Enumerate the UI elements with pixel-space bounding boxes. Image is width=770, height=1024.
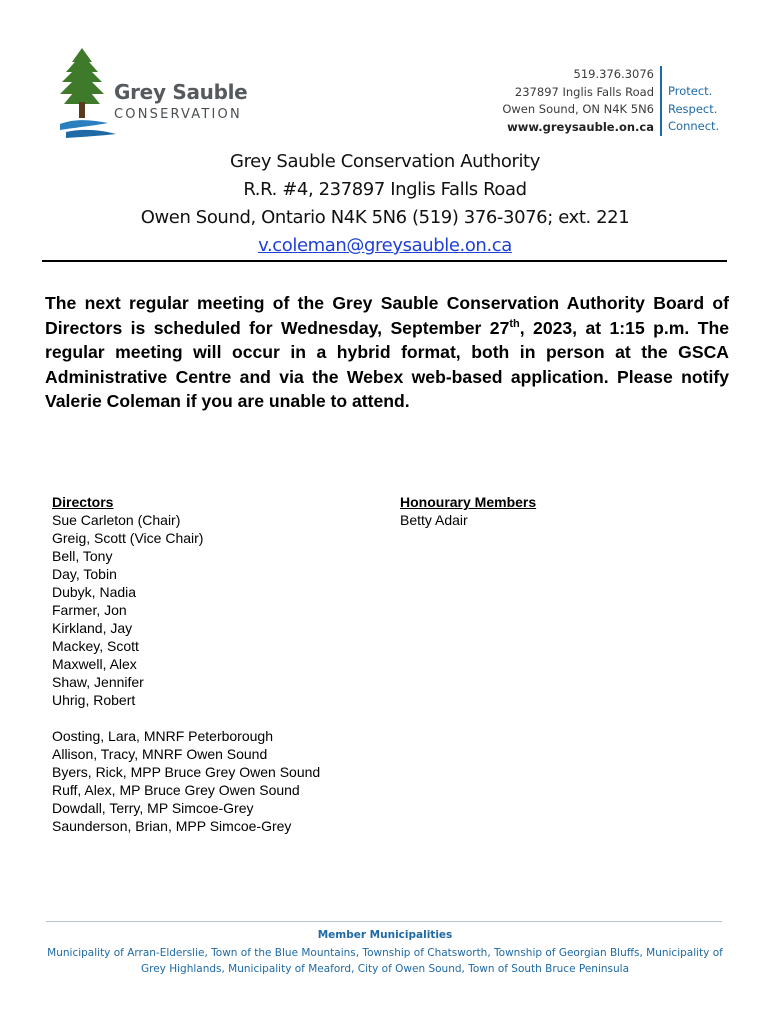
director-name: Maxwell, Alex [52, 656, 137, 672]
tagline-connect: Connect. [668, 119, 720, 133]
honourary-heading: Honourary Members [400, 494, 537, 510]
distribution-name: Dowdall, Terry, MP Simcoe-Grey [52, 800, 254, 816]
director-name: Sue Carleton (Chair) [52, 512, 181, 528]
director-name: Uhrig, Robert [52, 692, 136, 708]
logo-subtitle: CONSERVATION [114, 107, 242, 122]
list-gap [52, 709, 320, 727]
director-name: Dubyk, Nadia [52, 584, 137, 600]
honourary-members-list [400, 493, 536, 529]
address-line-3: Owen Sound, Ontario N4K 5N6 (519) 376-3076; ext. 221 [140, 207, 630, 228]
website-link[interactable]: www.greysauble.on.ca [507, 119, 654, 134]
director-name: Bell, Tony [52, 548, 113, 564]
contact-divider [660, 66, 662, 136]
organization-logo [58, 44, 258, 144]
distribution-name: Allison, Tracy, MNRF Owen Sound [52, 746, 268, 762]
phone-number: 519.376.3076 [573, 67, 654, 81]
footer-municipalities: Municipality of Arran-Elderslie, Town of the Blue Mountains, Township of Chatsworth, Township of Georgian Bluffs, Municipality of Grey Highlands, Municipality of Meaford, City of Owen Sound, Town of South Bruce Peninsula [47, 947, 723, 975]
letterhead-address [40, 148, 730, 260]
authority-name: Grey Sauble Conservation Authority [230, 151, 540, 172]
notice-superscript: th [509, 317, 520, 330]
email-link[interactable]: v.coleman@greysauble.on.ca [258, 235, 512, 256]
director-name: Kirkland, Jay [52, 620, 133, 636]
city-address: Owen Sound, ON N4K 5N6 [502, 102, 654, 116]
tagline-protect: Protect. [668, 84, 713, 98]
notice-text-start: The next regular meeting of the Grey Sauble Conservation Authority Board of Directors is scheduled for Wednesday, September 27 [45, 293, 729, 338]
directors-list [52, 493, 320, 835]
honourary-member-name: Betty Adair [400, 512, 468, 528]
tagline [668, 83, 719, 136]
logo-name: Grey Sauble [114, 80, 248, 104]
header-rule [42, 260, 727, 262]
director-name: Day, Tobin [52, 566, 117, 582]
tree-logo-icon [58, 44, 118, 144]
distribution-name: Saunderson, Brian, MPP Simcoe-Grey [52, 818, 292, 834]
distribution-name: Oosting, Lara, MNRF Peterborough [52, 728, 273, 744]
director-name: Greig, Scott (Vice Chair) [52, 530, 204, 546]
tagline-respect: Respect. [668, 101, 718, 116]
street-address: 237897 Inglis Falls Road [514, 84, 654, 99]
notice-text-end: , 2023, at 1:15 p.m. The regular meeting will occur in a hybrid format, both in person at the GSCA Administrative Centre and via the Webex web-based application. Please notify Valerie Coleman if you are unable to attend. [45, 317, 729, 411]
director-name: Mackey, Scott [52, 638, 139, 654]
distribution-name: Byers, Rick, MPP Bruce Grey Owen Sound [52, 764, 321, 780]
footer-rule [46, 921, 722, 922]
contact-block [502, 66, 654, 136]
address-line-2: R.R. #4, 237897 Inglis Falls Road [243, 179, 527, 200]
distribution-name: Ruff, Alex, MP Bruce Grey Owen Sound [52, 782, 300, 798]
meeting-notice [45, 291, 729, 414]
directors-heading: Directors [52, 494, 114, 510]
footer-title: Member Municipalities [317, 929, 453, 941]
director-name: Shaw, Jennifer [52, 674, 144, 690]
director-name: Farmer, Jon [52, 602, 127, 618]
